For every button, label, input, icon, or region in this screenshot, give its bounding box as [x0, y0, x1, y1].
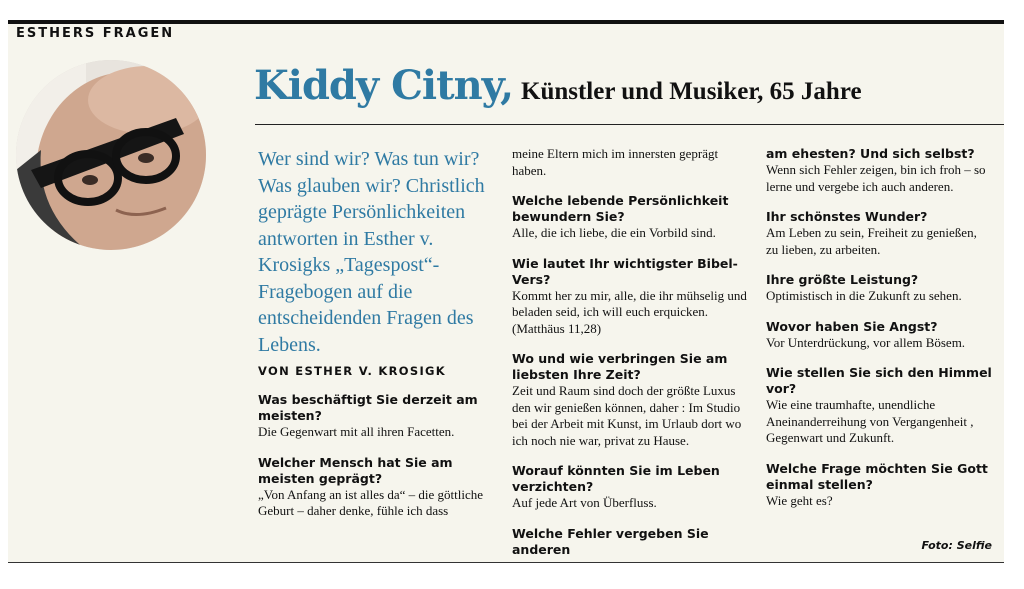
answer: Alle, die ich liebe, die ein Vorbild sind. — [512, 225, 716, 240]
headline-rule — [255, 124, 1004, 125]
intro-text: Wer sind wir? Was tun wir? Was glauben wir? Christlich geprägte Persönlichkeiten antworten in Esther v. Krosigks „Tagespost“-Fragebogen auf die entscheidenden Fragen des Lebens. — [258, 148, 485, 356]
answer: Zeit und Raum sind doch der größte Luxus den wir genießen können, daher : Im Studio bei der Arbeit mit Kunst, im Urlaub dort wo ich noch nie war, privat zu Hause. — [512, 383, 742, 448]
interviewee-name: Kiddy Citny, — [254, 62, 513, 109]
interviewee-description: Künstler und Musiker, 65 Jahre — [521, 78, 862, 105]
answer: Am Leben zu sein, Freiheit zu genießen, zu lieben, zu arbeiten. — [766, 225, 977, 257]
question: Welche Frage möchten Sie Gott einmal stellen? — [766, 460, 988, 492]
answer: Die Gegenwart mit all ihren Facetten. — [258, 424, 455, 439]
answer: Wie eine traumhafte, unendliche Aneinanderreihung von Vergangenheit , Gegenwart und Zukunft. — [766, 397, 974, 445]
column-2 — [512, 146, 748, 558]
answer: Vor Unterdrückung, vor allem Bösem. — [766, 334, 966, 350]
question: Welcher Mensch hat Sie am meisten geprägt? — [258, 454, 453, 486]
column-1 — [258, 146, 490, 534]
answer: Wenn sich Fehler zeigen, bin ich froh – so lerne und vergebe ich auch anderen. — [766, 162, 986, 194]
question: Wie stellen Sie sich den Himmel vor? — [766, 365, 992, 396]
answer: Optimistisch in die Zukunft zu sehen. — [766, 288, 962, 303]
question: Wie lautet Ihr wichtigster Bibel-Vers? — [512, 255, 738, 287]
question: Wo und wie verbringen Sie am liebsten Ihre Zeit? — [512, 351, 728, 382]
answer: Kommt her zu mir, alle, die ihr mühselig und beladen seid, ich will euch erquicken. (Matthäus 11,28) — [512, 287, 747, 336]
answer: Auf jede Art von Überfluss. — [512, 495, 657, 510]
question: Ihre größte Leistung? — [766, 272, 919, 287]
section-kicker: ESTHERS FRAGEN — [16, 26, 175, 41]
question: Was beschäftigt Sie derzeit am meisten? — [258, 392, 478, 423]
answer-continuation: meine Eltern mich im innersten geprägt haben. — [512, 146, 719, 178]
question: Wovor haben Sie Angst? — [766, 318, 938, 334]
photo-credit: Foto: Selfie — [921, 539, 992, 552]
byline: VON ESTHER V. KROSIGK — [258, 364, 446, 378]
answer: Wie geht es? — [766, 492, 833, 508]
portrait-illustration — [16, 60, 206, 250]
answer: „Von Anfang an ist alles da“ – die göttliche Geburt – daher denke, fühle ich dass — [258, 486, 484, 518]
question-continuation: am ehesten? Und sich selbst? — [766, 146, 975, 161]
question: Welche lebende Persönlichkeit bewundern Sie? — [512, 193, 729, 224]
question: Ihr schönstes Wunder? — [766, 209, 928, 224]
portrait-photo — [16, 60, 206, 250]
column-3 — [766, 146, 992, 523]
headline — [254, 62, 862, 109]
question: Worauf könnten Sie im Leben verzichten? — [512, 463, 720, 494]
question: Welche Fehler vergeben Sie anderen — [512, 525, 709, 557]
